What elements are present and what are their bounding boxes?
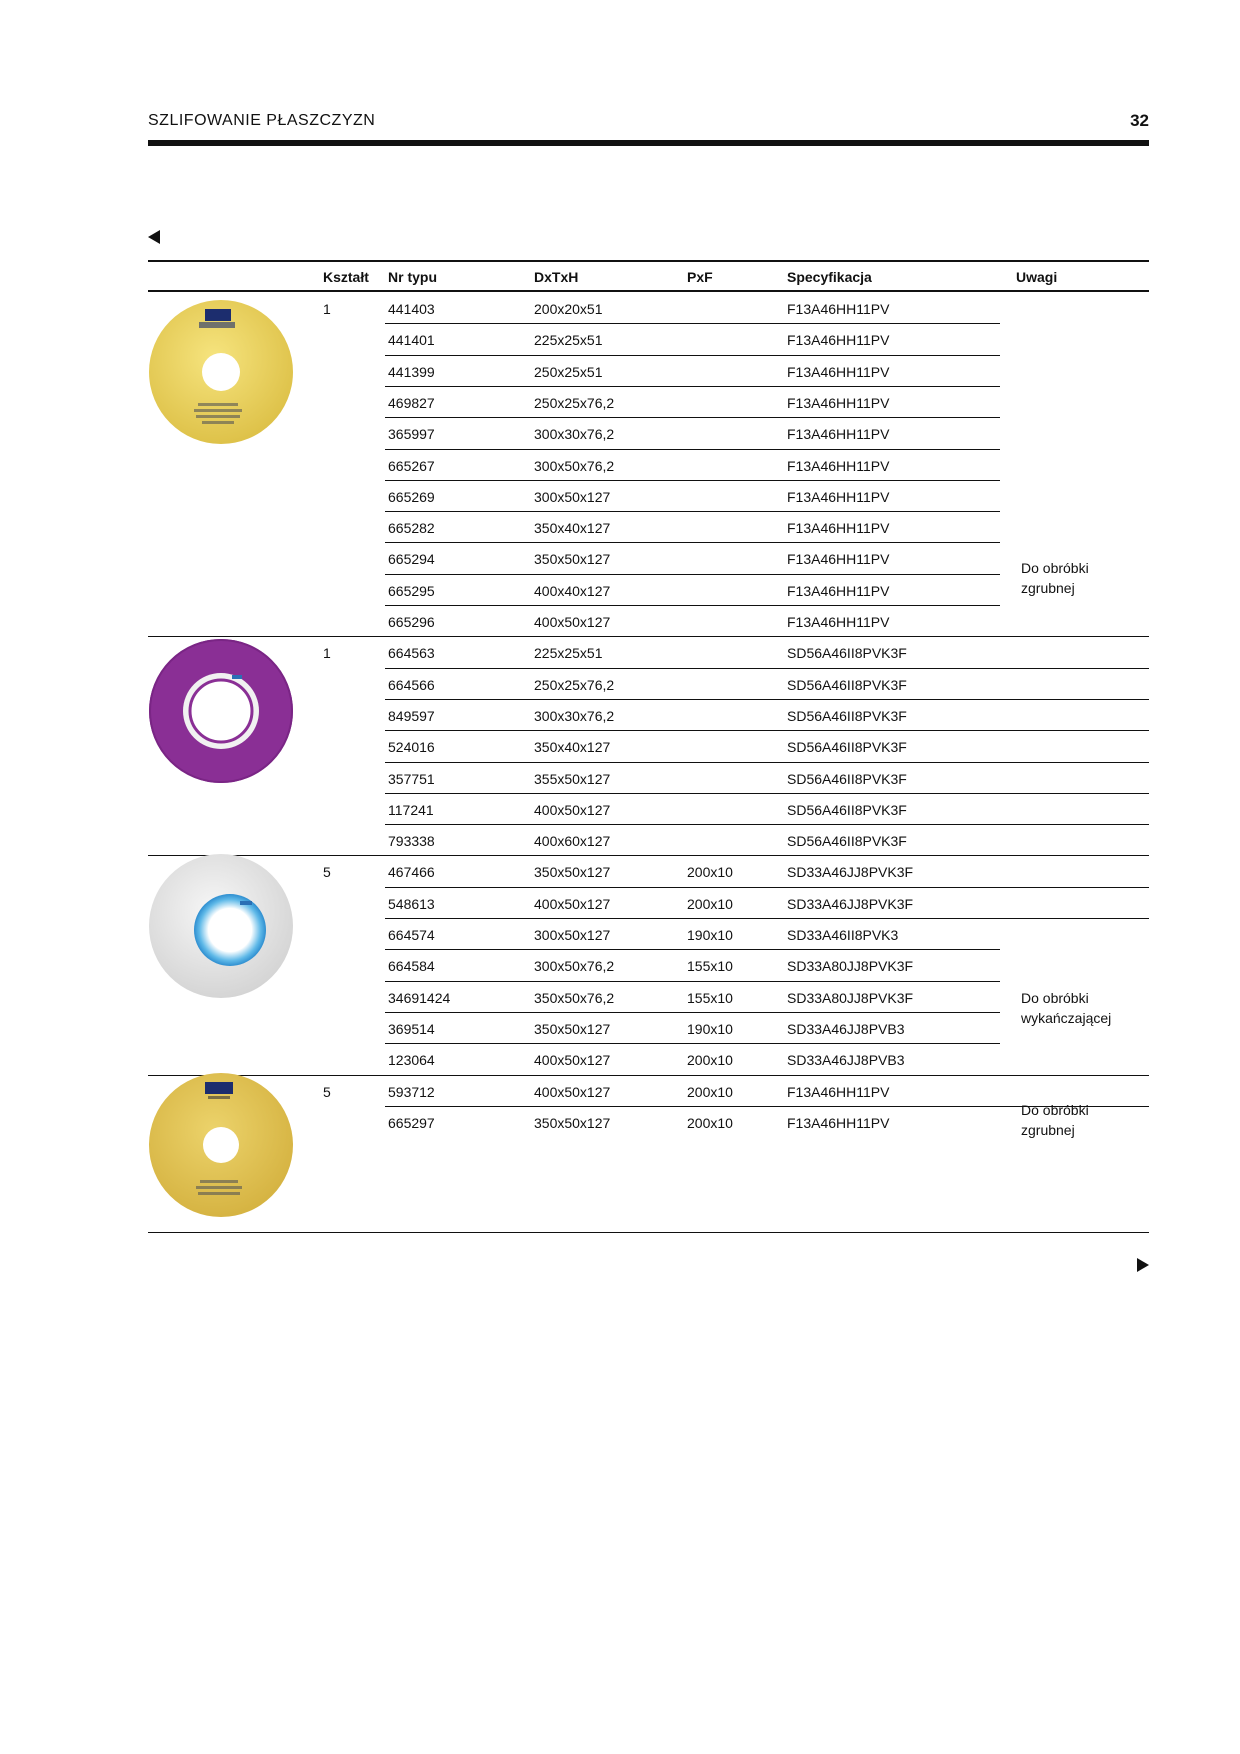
dimensions-cell: 400x50x127	[534, 1083, 611, 1100]
pxf-cell: 200x10	[687, 1052, 733, 1069]
dimensions-cell: 300x50x76,2	[534, 457, 615, 474]
specification-cell: F13A46HH11PV	[787, 363, 890, 380]
dimensions-cell: 350x40x127	[534, 739, 611, 756]
row-divider	[385, 480, 1000, 481]
dimensions-cell: 250x25x76,2	[534, 676, 615, 693]
row-divider	[385, 386, 1000, 387]
remark-rough-grinding	[1021, 558, 1089, 598]
purple-grinding-wheel-image	[148, 638, 294, 784]
row-divider	[385, 918, 1149, 919]
dimensions-cell: 250x25x51	[534, 363, 603, 380]
remark-line: wykańczającej	[1021, 1010, 1112, 1026]
dimensions-cell: 225x25x51	[534, 332, 603, 349]
row-divider	[385, 887, 1149, 888]
pxf-cell: 190x10	[687, 1020, 733, 1037]
row-divider	[385, 699, 1149, 700]
type-number-cell: 548613	[388, 895, 435, 912]
type-number-cell: 369514	[388, 1020, 435, 1037]
specification-cell: F13A46HH11PV	[787, 551, 890, 568]
pxf-cell: 200x10	[687, 1083, 733, 1100]
shape-cell: 5	[323, 864, 331, 881]
specification-cell: SD33A80JJ8PVK3F	[787, 958, 914, 975]
type-number-cell: 357751	[388, 770, 435, 787]
specification-cell: SD33A80JJ8PVK3F	[787, 989, 914, 1006]
page-title: SZLIFOWANIE PŁASZCZYZN	[148, 112, 376, 129]
row-divider	[385, 762, 1149, 763]
specification-cell: F13A46HH11PV	[787, 582, 890, 599]
type-number-cell: 469827	[388, 394, 435, 411]
row-divider	[385, 730, 1149, 731]
specification-cell: SD33A46JJ8PVK3F	[787, 864, 914, 881]
dimensions-cell: 350x50x127	[534, 1114, 611, 1131]
specification-cell: SD33A46JJ8PVK3F	[787, 895, 914, 912]
pxf-cell: 200x10	[687, 895, 733, 912]
table-top-rule	[148, 260, 1149, 262]
row-divider	[385, 417, 1000, 418]
specification-cell: F13A46HH11PV	[787, 614, 890, 630]
specification-cell: F13A46HH11PV	[787, 1114, 890, 1131]
dimensions-cell: 200x20x51	[534, 301, 603, 317]
type-number-cell: 123064	[388, 1052, 435, 1069]
specification-cell: SD56A46II8PVK3F	[787, 676, 907, 693]
type-number-cell: 665295	[388, 582, 435, 599]
pxf-cell: 155x10	[687, 989, 733, 1006]
column-header-specification: Specyfikacja	[787, 269, 872, 285]
type-number-cell: 849597	[388, 707, 435, 724]
column-header-remarks: Uwagi	[1016, 269, 1058, 285]
triangle-right-icon[interactable]	[1137, 1258, 1149, 1272]
row-divider	[385, 1043, 1000, 1044]
pxf-cell: 200x10	[687, 864, 733, 881]
yellow-grinding-wheel-image	[148, 299, 294, 445]
type-number-cell: 441399	[388, 363, 435, 380]
specification-cell: SD56A46II8PVK3F	[787, 739, 907, 756]
white-grinding-wheel-image	[148, 853, 294, 999]
dimensions-cell: 300x50x127	[534, 488, 611, 505]
dimensions-cell: 400x50x127	[534, 1052, 611, 1069]
type-number-cell: 441403	[388, 301, 435, 317]
type-number-cell: 664574	[388, 927, 435, 943]
remark-line: Do obróbki	[1021, 1102, 1089, 1118]
shape-cell: 5	[323, 1083, 331, 1100]
row-divider	[385, 605, 1000, 606]
dimensions-cell: 300x50x127	[534, 927, 611, 943]
specification-cell: F13A46HH11PV	[787, 1083, 890, 1100]
specification-cell: F13A46HH11PV	[787, 520, 890, 537]
remark-line: zgrubnej	[1021, 580, 1075, 596]
pxf-cell: 190x10	[687, 927, 733, 943]
dimensions-cell: 300x30x76,2	[534, 707, 615, 724]
dimensions-cell: 350x40x127	[534, 520, 611, 537]
type-number-cell: 524016	[388, 739, 435, 756]
table-header-rule	[148, 290, 1149, 292]
specification-cell: F13A46HH11PV	[787, 301, 890, 317]
row-divider	[385, 981, 1000, 982]
row-divider	[385, 511, 1000, 512]
shape-cell: 1	[323, 301, 331, 317]
dimensions-cell: 350x50x76,2	[534, 989, 615, 1006]
specification-cell: F13A46HH11PV	[787, 394, 890, 411]
remark-rough-grinding	[1021, 1100, 1089, 1140]
type-number-cell: 665296	[388, 614, 435, 630]
group-divider	[148, 636, 1149, 637]
header-rule	[148, 140, 1149, 146]
type-number-cell: 665267	[388, 457, 435, 474]
dimensions-cell: 400x60x127	[534, 833, 611, 850]
row-divider	[385, 949, 1000, 950]
type-number-cell: 665282	[388, 520, 435, 537]
specification-cell: SD56A46II8PVK3F	[787, 833, 907, 850]
type-number-cell: 34691424	[388, 989, 451, 1006]
type-number-cell: 664584	[388, 958, 435, 975]
type-number-cell: 664566	[388, 676, 435, 693]
remark-line: Do obróbki	[1021, 990, 1089, 1006]
remark-line: Do obróbki	[1021, 560, 1089, 576]
row-divider	[385, 449, 1000, 450]
specification-cell: F13A46HH11PV	[787, 457, 890, 474]
specification-cell: SD56A46II8PVK3F	[787, 707, 907, 724]
column-header-dimensions: DxTxH	[534, 269, 579, 285]
column-header-type-number: Nr typu	[388, 269, 437, 285]
dimensions-cell: 225x25x51	[534, 645, 603, 662]
type-number-cell: 665297	[388, 1114, 435, 1131]
remark-finish-grinding	[1021, 988, 1111, 1028]
row-divider	[385, 574, 1000, 575]
dimensions-cell: 250x25x76,2	[534, 394, 615, 411]
specification-cell: SD33A46II8PVK3	[787, 927, 899, 943]
dimensions-cell: 350x50x127	[534, 551, 611, 568]
row-divider	[385, 668, 1149, 669]
triangle-left-icon[interactable]	[148, 230, 160, 244]
specification-cell: SD56A46II8PVK3F	[787, 645, 907, 662]
dimensions-cell: 355x50x127	[534, 770, 611, 787]
type-number-cell: 117241	[388, 801, 434, 818]
column-header-shape: Kształt	[323, 269, 369, 285]
type-number-cell: 467466	[388, 864, 435, 881]
type-number-cell: 793338	[388, 833, 435, 850]
row-divider	[385, 793, 1149, 794]
yellow-grinding-wheel-image	[148, 1072, 294, 1218]
row-divider	[385, 824, 1149, 825]
row-divider	[385, 355, 1000, 356]
type-number-cell: 441401	[388, 332, 435, 349]
dimensions-cell: 300x50x76,2	[534, 958, 615, 975]
pxf-cell: 200x10	[687, 1114, 733, 1131]
specification-cell: F13A46HH11PV	[787, 488, 890, 505]
dimensions-cell: 300x30x76,2	[534, 426, 615, 443]
dimensions-cell: 400x50x127	[534, 801, 611, 818]
pxf-cell: 155x10	[687, 958, 733, 975]
shape-cell: 1	[323, 645, 331, 662]
type-number-cell: 365997	[388, 426, 435, 443]
page-number: 32	[1130, 111, 1149, 130]
dimensions-cell: 400x40x127	[534, 582, 611, 599]
specification-cell: SD33A46JJ8PVB3	[787, 1020, 905, 1037]
dimensions-cell: 400x50x127	[534, 895, 611, 912]
dimensions-cell: 350x50x127	[534, 1020, 611, 1037]
group-divider	[148, 1075, 1149, 1076]
type-number-cell: 665294	[388, 551, 435, 568]
specification-cell: SD56A46II8PVK3F	[787, 770, 907, 787]
row-divider	[385, 323, 1000, 324]
row-divider	[385, 542, 1000, 543]
dimensions-cell: 350x50x127	[534, 864, 611, 881]
specification-cell: F13A46HH11PV	[787, 332, 890, 349]
table-bottom-rule	[148, 1232, 1149, 1233]
specification-cell: F13A46HH11PV	[787, 426, 890, 443]
remark-line: zgrubnej	[1021, 1122, 1075, 1138]
type-number-cell: 664563	[388, 645, 435, 662]
column-header-pxf: PxF	[687, 269, 713, 285]
row-divider	[385, 1012, 1000, 1013]
type-number-cell: 593712	[388, 1083, 435, 1100]
specification-cell: SD33A46JJ8PVB3	[787, 1052, 905, 1069]
dimensions-cell: 400x50x127	[534, 614, 611, 630]
group-divider	[148, 855, 1149, 856]
specification-cell: SD56A46II8PVK3F	[787, 801, 907, 818]
type-number-cell: 665269	[388, 488, 435, 505]
